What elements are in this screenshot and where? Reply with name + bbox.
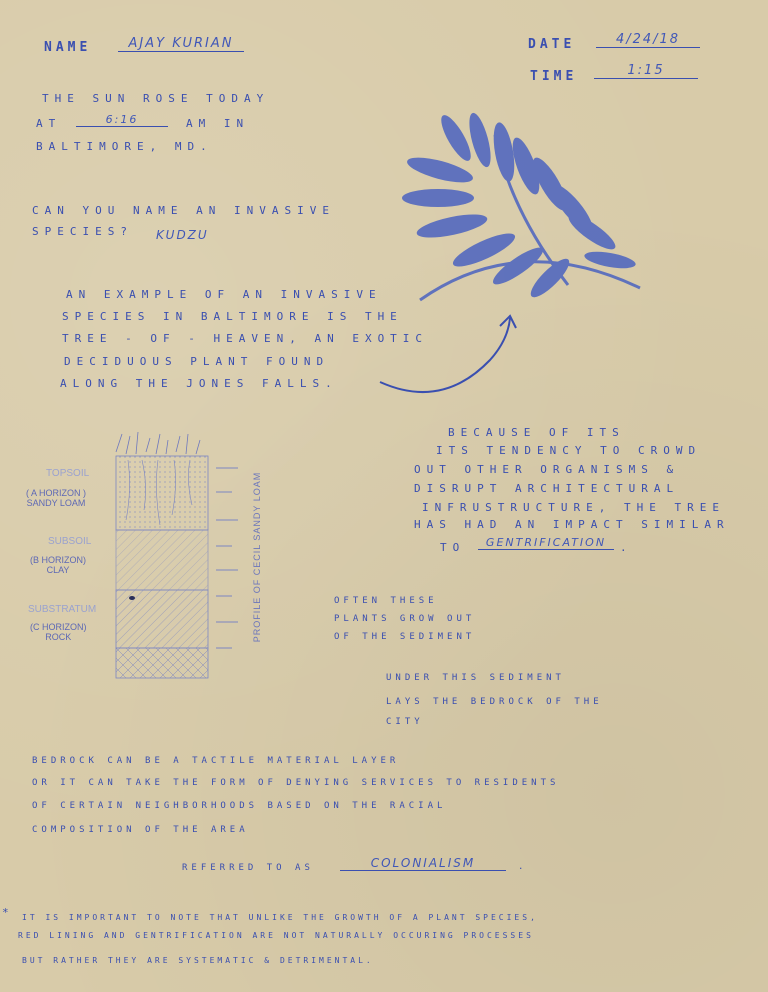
example-line-3: TREE - OF - HEAVEN, AN EXOTIC	[62, 332, 429, 345]
name-field[interactable]: AJAY KURIAN	[118, 36, 244, 52]
tendency-to: TO	[440, 541, 466, 554]
tendency-line-2: ITS TENDENCY TO CROWD	[436, 444, 702, 457]
bedrock-line-3: OF CERTAIN NEIGHBORHOODS BASED ON THE RACIAL	[32, 801, 447, 811]
curved-arrow-icon	[372, 310, 522, 400]
sediment-line-3: CITY	[386, 717, 424, 727]
topsoil-detail: ( A HORIZON ) SANDY LOAM	[26, 488, 87, 508]
referred-prefix: REFERRED TO AS	[182, 863, 314, 873]
time-field[interactable]: 1:15	[594, 63, 698, 79]
footnote-asterisk: *	[2, 906, 15, 919]
sunrise-am-in: AM IN	[186, 117, 250, 130]
plants-line-2: PLANTS GROW OUT	[334, 614, 476, 624]
name-label: NAME	[44, 40, 92, 55]
referred-period: .	[518, 862, 528, 872]
sunrise-line-1: THE SUN ROSE TODAY	[42, 92, 270, 105]
example-line-2: SPECIES IN BALTIMORE IS THE	[62, 310, 403, 323]
sediment-line-2: LAYS THE BEDROCK OF THE	[386, 697, 603, 707]
tree-of-heaven-leaf-illustration	[400, 110, 650, 305]
bedrock-line-4: COMPOSITION OF THE AREA	[32, 825, 249, 835]
subsoil-detail: (B HORIZON) CLAY	[30, 555, 86, 575]
example-line-1: AN EXAMPLE OF AN INVASIVE	[66, 288, 382, 301]
gentrification-field[interactable]: GENTRIFICATION	[478, 536, 614, 550]
sunrise-line-3: BALTIMORE, MD.	[36, 140, 213, 153]
example-line-5: ALONG THE JONES FALLS.	[60, 377, 338, 390]
date-label: DATE	[528, 37, 576, 52]
tendency-line-5: INFRUSTRUCTURE, THE TREE	[422, 501, 725, 514]
substratum-detail: (C HORIZON) ROCK	[30, 622, 87, 642]
date-field[interactable]: 4/24/18	[596, 32, 700, 48]
subsoil-label: SUBSOIL	[48, 536, 92, 547]
tendency-line-4: DISRUPT ARCHITECTURAL	[414, 482, 680, 495]
sediment-line-1: UNDER THIS SEDIMENT	[386, 673, 565, 683]
tendency-line-6: HAS HAD AN IMPACT SIMILAR	[414, 518, 730, 531]
tendency-line-1: BECAUSE OF ITS	[448, 426, 625, 439]
soil-column-illustration	[108, 430, 268, 686]
topsoil-label: TOPSOIL	[46, 468, 90, 479]
tendency-period: .	[620, 541, 633, 554]
colonialism-field[interactable]: COLONIALISM	[340, 856, 506, 871]
question-line-1: CAN YOU NAME AN INVASIVE	[32, 204, 335, 217]
plants-line-3: OF THE SEDIMENT	[334, 632, 476, 642]
footnote-line-1: IT IS IMPORTANT TO NOTE THAT UNLIKE THE GROWTH OF A PLANT SPECIES,	[22, 913, 538, 922]
tendency-line-3: OUT OTHER ORGANISMS &	[414, 463, 680, 476]
sunrise-at: AT	[36, 117, 62, 130]
plants-line-1: OFTEN THESE	[334, 596, 438, 606]
substratum-label: SUBSTRATUM	[28, 604, 97, 615]
time-label: TIME	[530, 69, 578, 84]
bedrock-line-1: BEDROCK CAN BE A TACTILE MATERIAL LAYER	[32, 756, 400, 766]
footnote-line-2: RED LINING AND GENTRIFICATION ARE NOT NATURALLY OCCURING PROCESSES	[18, 931, 534, 940]
footnote-line-3: BUT RATHER THEY ARE SYSTEMATIC & DETRIMENTAL.	[22, 956, 374, 965]
question-answer[interactable]: KUDZU	[156, 228, 209, 242]
sunrise-time-field[interactable]: 6:16	[76, 113, 168, 127]
bedrock-line-2: OR IT CAN TAKE THE FORM OF DENYING SERVICES TO RESIDENTS	[32, 778, 560, 788]
example-line-4: DECIDUOUS PLANT FOUND	[64, 355, 330, 368]
soil-profile-caption: PROFILE OF CECIL SANDY LOAM	[252, 471, 262, 643]
question-line-2: SPECIES?	[32, 225, 133, 238]
